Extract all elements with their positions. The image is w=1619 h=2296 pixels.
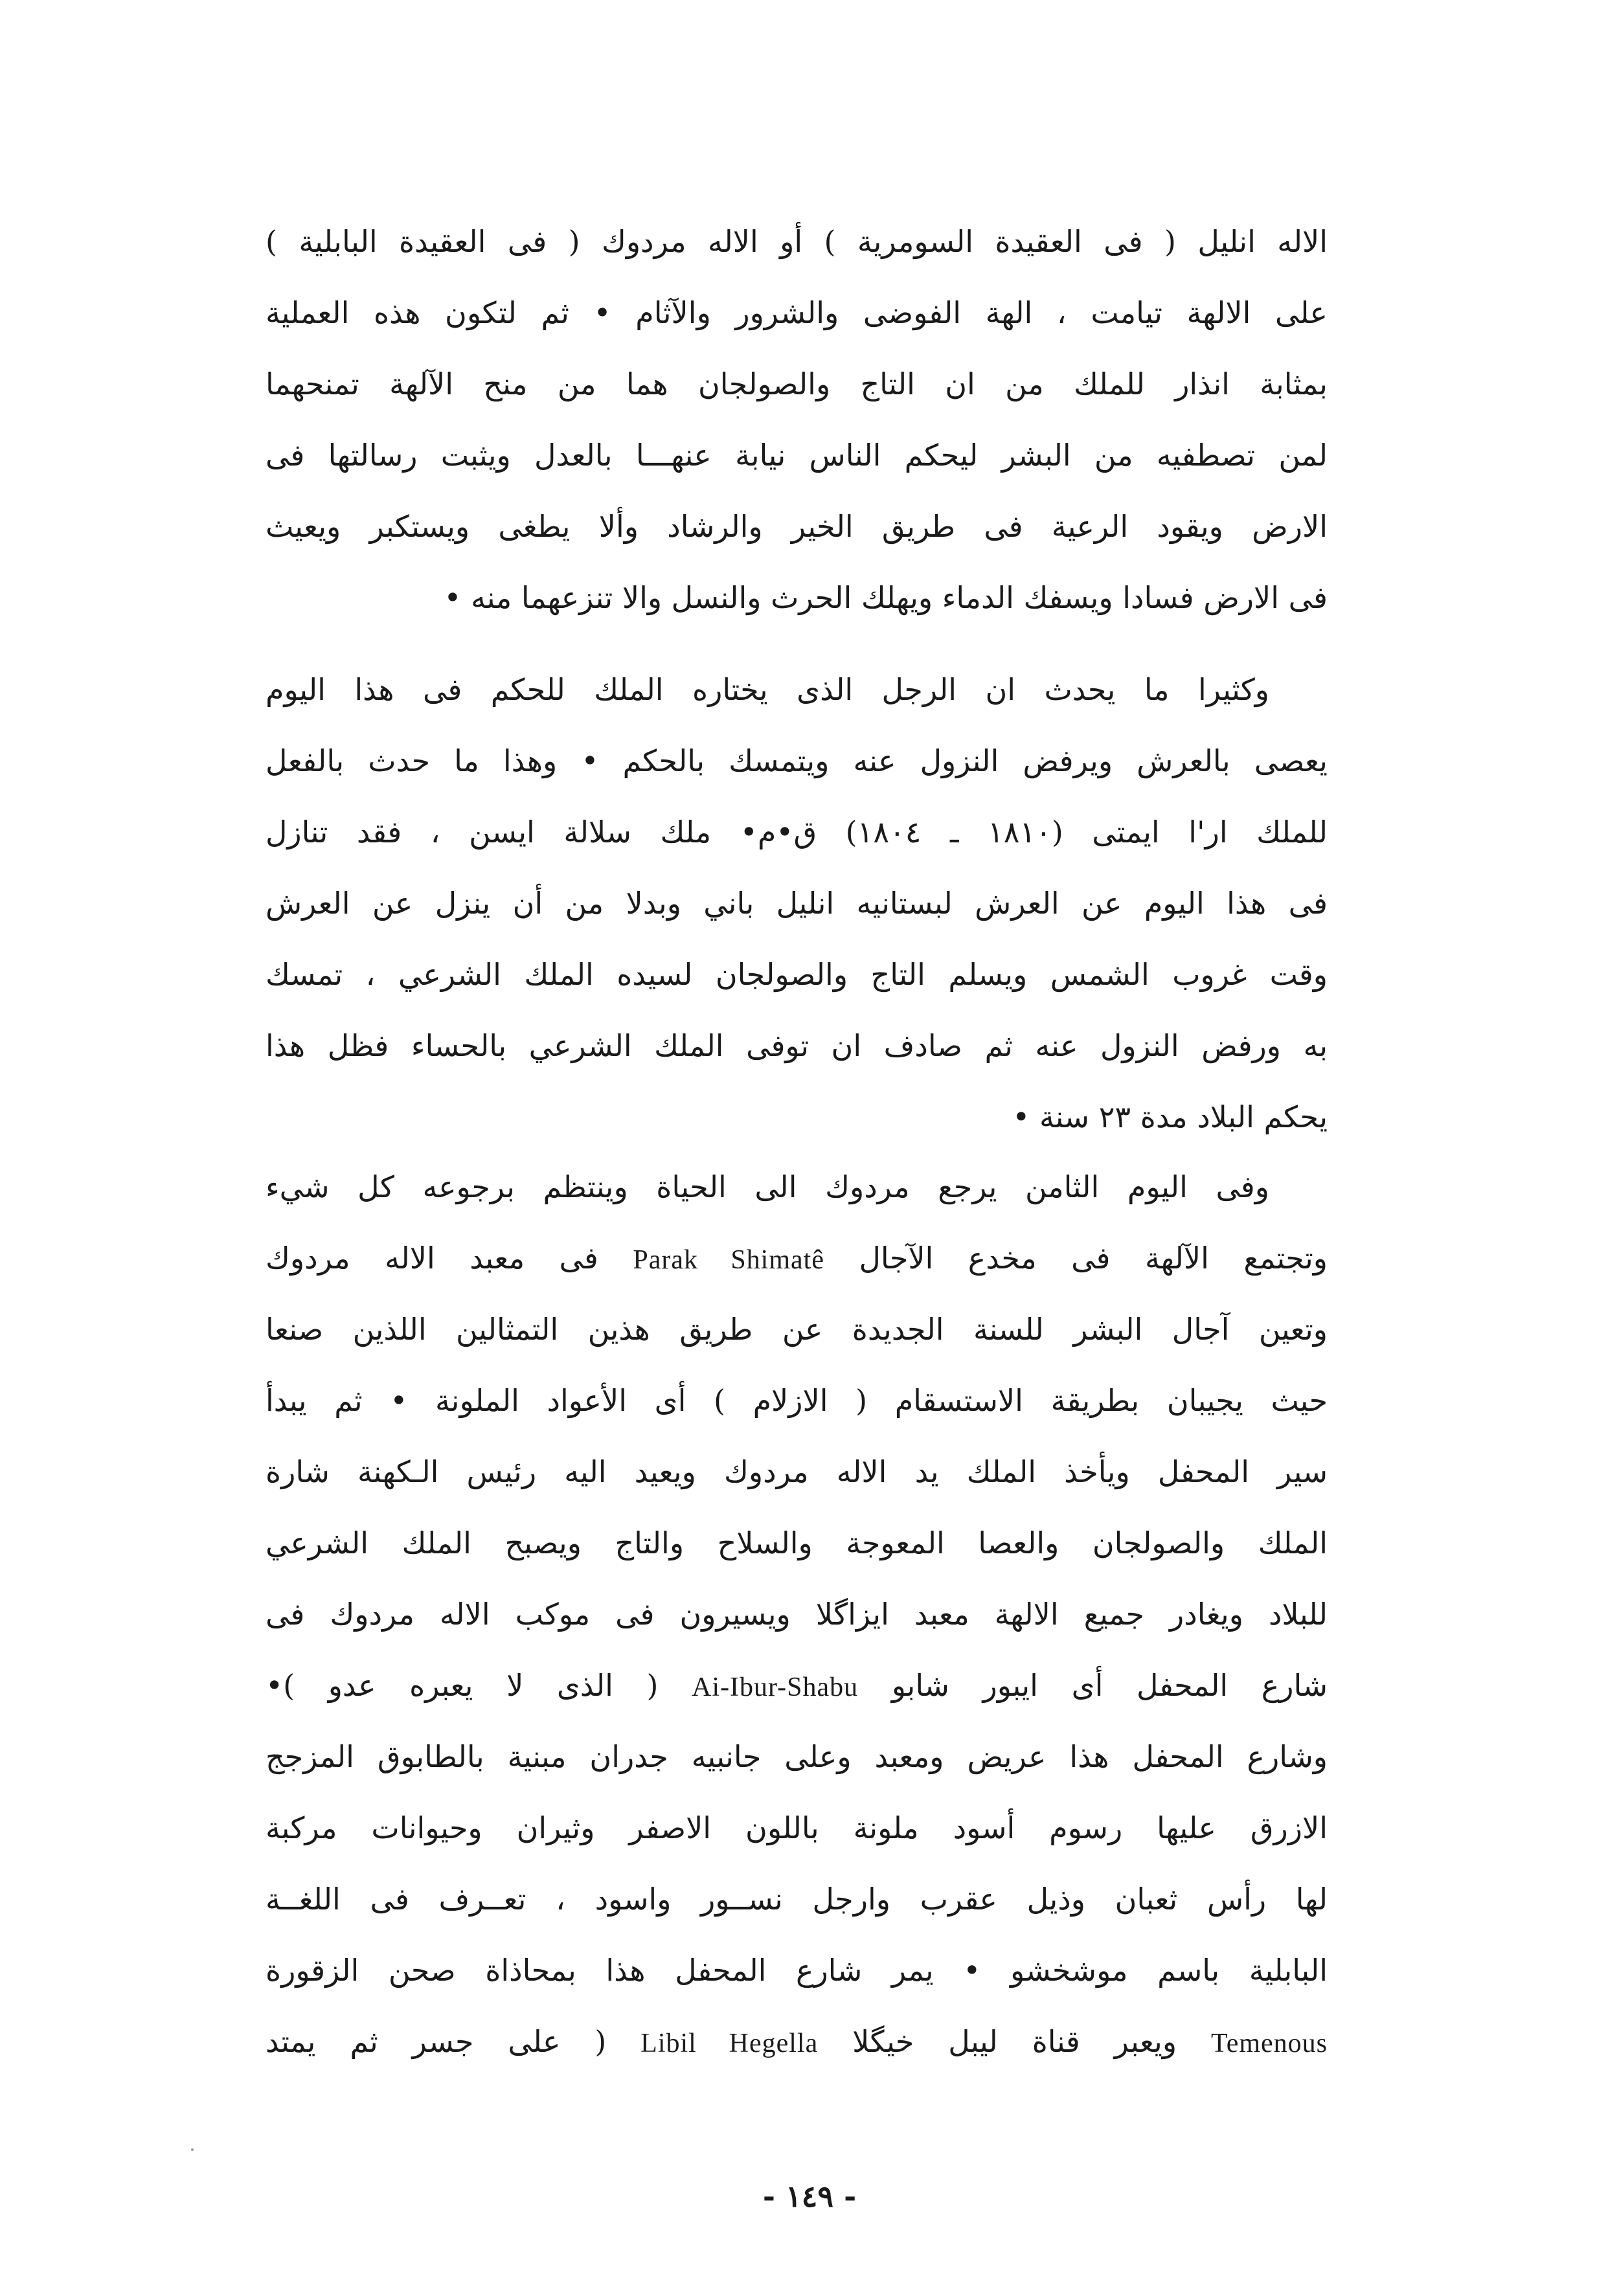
scan-speck bbox=[191, 2148, 194, 2151]
text-line: فى الارض فسادا ويسفك الدماء ويهلك الحرث والنسل والا تنزعهما منه • bbox=[444, 580, 1328, 615]
text-line: حيث يجيبان بطريقة الاستسقام ( الازلام ) أى الأعواد الملونة • ثم يبدأ bbox=[266, 1383, 1328, 1418]
text-line: البابلية باسم موشخشو • يمر شارع المحفل هذا بمحاذاة صحن الزقورة bbox=[266, 1953, 1328, 1988]
text-line: وتعين آجال البشر للسنة الجديدة عن طريق هذين التمثالين اللذين صنعا bbox=[266, 1312, 1328, 1347]
text-line: الملك والصولجان والعصا المعوجة والسلاح والتاج ويصبح الملك الشرعي bbox=[266, 1525, 1328, 1560]
paragraph-3 bbox=[266, 1151, 1328, 2077]
text-line: للبلاد ويغادر جميع الالهة معبد ايزاگلا ويسيرون فى موكب الاله مردوك فى bbox=[266, 1597, 1328, 1632]
text-line: سير المحفل ويأخذ الملك يد الاله مردوك ويعيد اليه رئيس الـكهنة شارة bbox=[266, 1454, 1328, 1489]
text-line-with-latin bbox=[266, 1222, 1328, 1294]
text-line: لها رأس ثعبان وذيل عقرب وارجل نســور واسود ، تعــرف فى اللغــة bbox=[266, 1882, 1328, 1917]
arabic-segment: ( على جسر ثم يمتد bbox=[266, 2024, 641, 2059]
latin-term-ai-ibur-shabu: Ai-Ibur-Shabu bbox=[692, 1672, 859, 1702]
text-line: الاله انليل ( فى العقيدة السومرية ) أو الاله مردوك ( فى العقيدة البابلية ) bbox=[266, 224, 1328, 259]
text-line: على الالهة تيامت ، الهة الفوضى والشرور والآثام • ثم لتكون هذه العملية bbox=[266, 295, 1328, 330]
arabic-segment: وتجتمع الآلهة فى مخدع الآجال bbox=[824, 1241, 1328, 1276]
text-line: وفى اليوم الثامن يرجع مردوك الى الحياة وينتظم برجوعه كل شيء bbox=[266, 1169, 1269, 1204]
text-line: للملك ار'ا ايمتى (١٨١٠ ـ ١٨٠٤) ق•م• ملك سلالة ايسن ، فقد تنازل bbox=[266, 815, 1328, 850]
latin-term-temenous: Temenous bbox=[1210, 2029, 1328, 2058]
text-line: لمن تصطفيه من البشر ليحكم الناس نيابة عنهـــا بالعدل ويثبت رسالتها فى bbox=[266, 438, 1328, 473]
latin-term-libil-hegella: Libil Hegella bbox=[640, 2029, 819, 2058]
paragraph-2 bbox=[266, 654, 1328, 1153]
text-line: الازرق عليها رسوم أسود ملونة باللون الاصفر وثيران وحيوانات مركبة bbox=[266, 1810, 1328, 1845]
page-number: - ١٤٩ - bbox=[762, 2179, 857, 2214]
paragraph-1 bbox=[266, 206, 1328, 633]
text-line: وشارع المحفل هذا عريض ومعبد وعلى جانبيه جدران مبنية بالطابوق المزجج bbox=[266, 1739, 1328, 1774]
latin-term-parak-shimate: Parak Shimatê bbox=[633, 1245, 824, 1275]
text-line: بمثابة انذار للملك من ان التاج والصولجان هما من منح الآلهة تمنحهما bbox=[266, 366, 1328, 401]
arabic-segment: شارع المحفل أى ايبور شابو bbox=[858, 1668, 1328, 1703]
arabic-segment: ويعبر قناة ليبل خيگلا bbox=[818, 2024, 1211, 2059]
text-line: يعصى بالعرش ويرفض النزول عنه ويتمسك بالحكم • وهذا ما حدث بالفعل bbox=[266, 743, 1328, 778]
text-line: وقت غروب الشمس ويسلم التاج والصولجان لسيده الملك الشرعي ، تمسك bbox=[266, 957, 1328, 992]
text-line-with-latin bbox=[266, 2006, 1328, 2077]
text-line: يحكم البلاد مدة ٢٣ سنة • bbox=[1012, 1099, 1328, 1134]
text-line-with-latin bbox=[266, 1650, 1328, 1721]
text-line: وكثيرا ما يحدث ان الرجل الذى يختاره الملك للحكم فى هذا اليوم bbox=[266, 672, 1269, 707]
text-line: الارض ويقود الرعية فى طريق الخير والرشاد وألا يطغى ويستكبر ويعيث bbox=[266, 509, 1328, 544]
text-line: به ورفض النزول عنه ثم صادف ان توفى الملك الشرعي بالحساء فظل هذا bbox=[266, 1028, 1328, 1063]
text-line: فى هذا اليوم عن العرش لبستانيه انليل باني وبدلا من أن ينزل عن العرش bbox=[266, 886, 1328, 921]
arabic-segment: ( الذى لا يعبره عدو )• bbox=[266, 1668, 692, 1703]
arabic-segment: فى معبد الاله مردوك bbox=[266, 1241, 633, 1276]
